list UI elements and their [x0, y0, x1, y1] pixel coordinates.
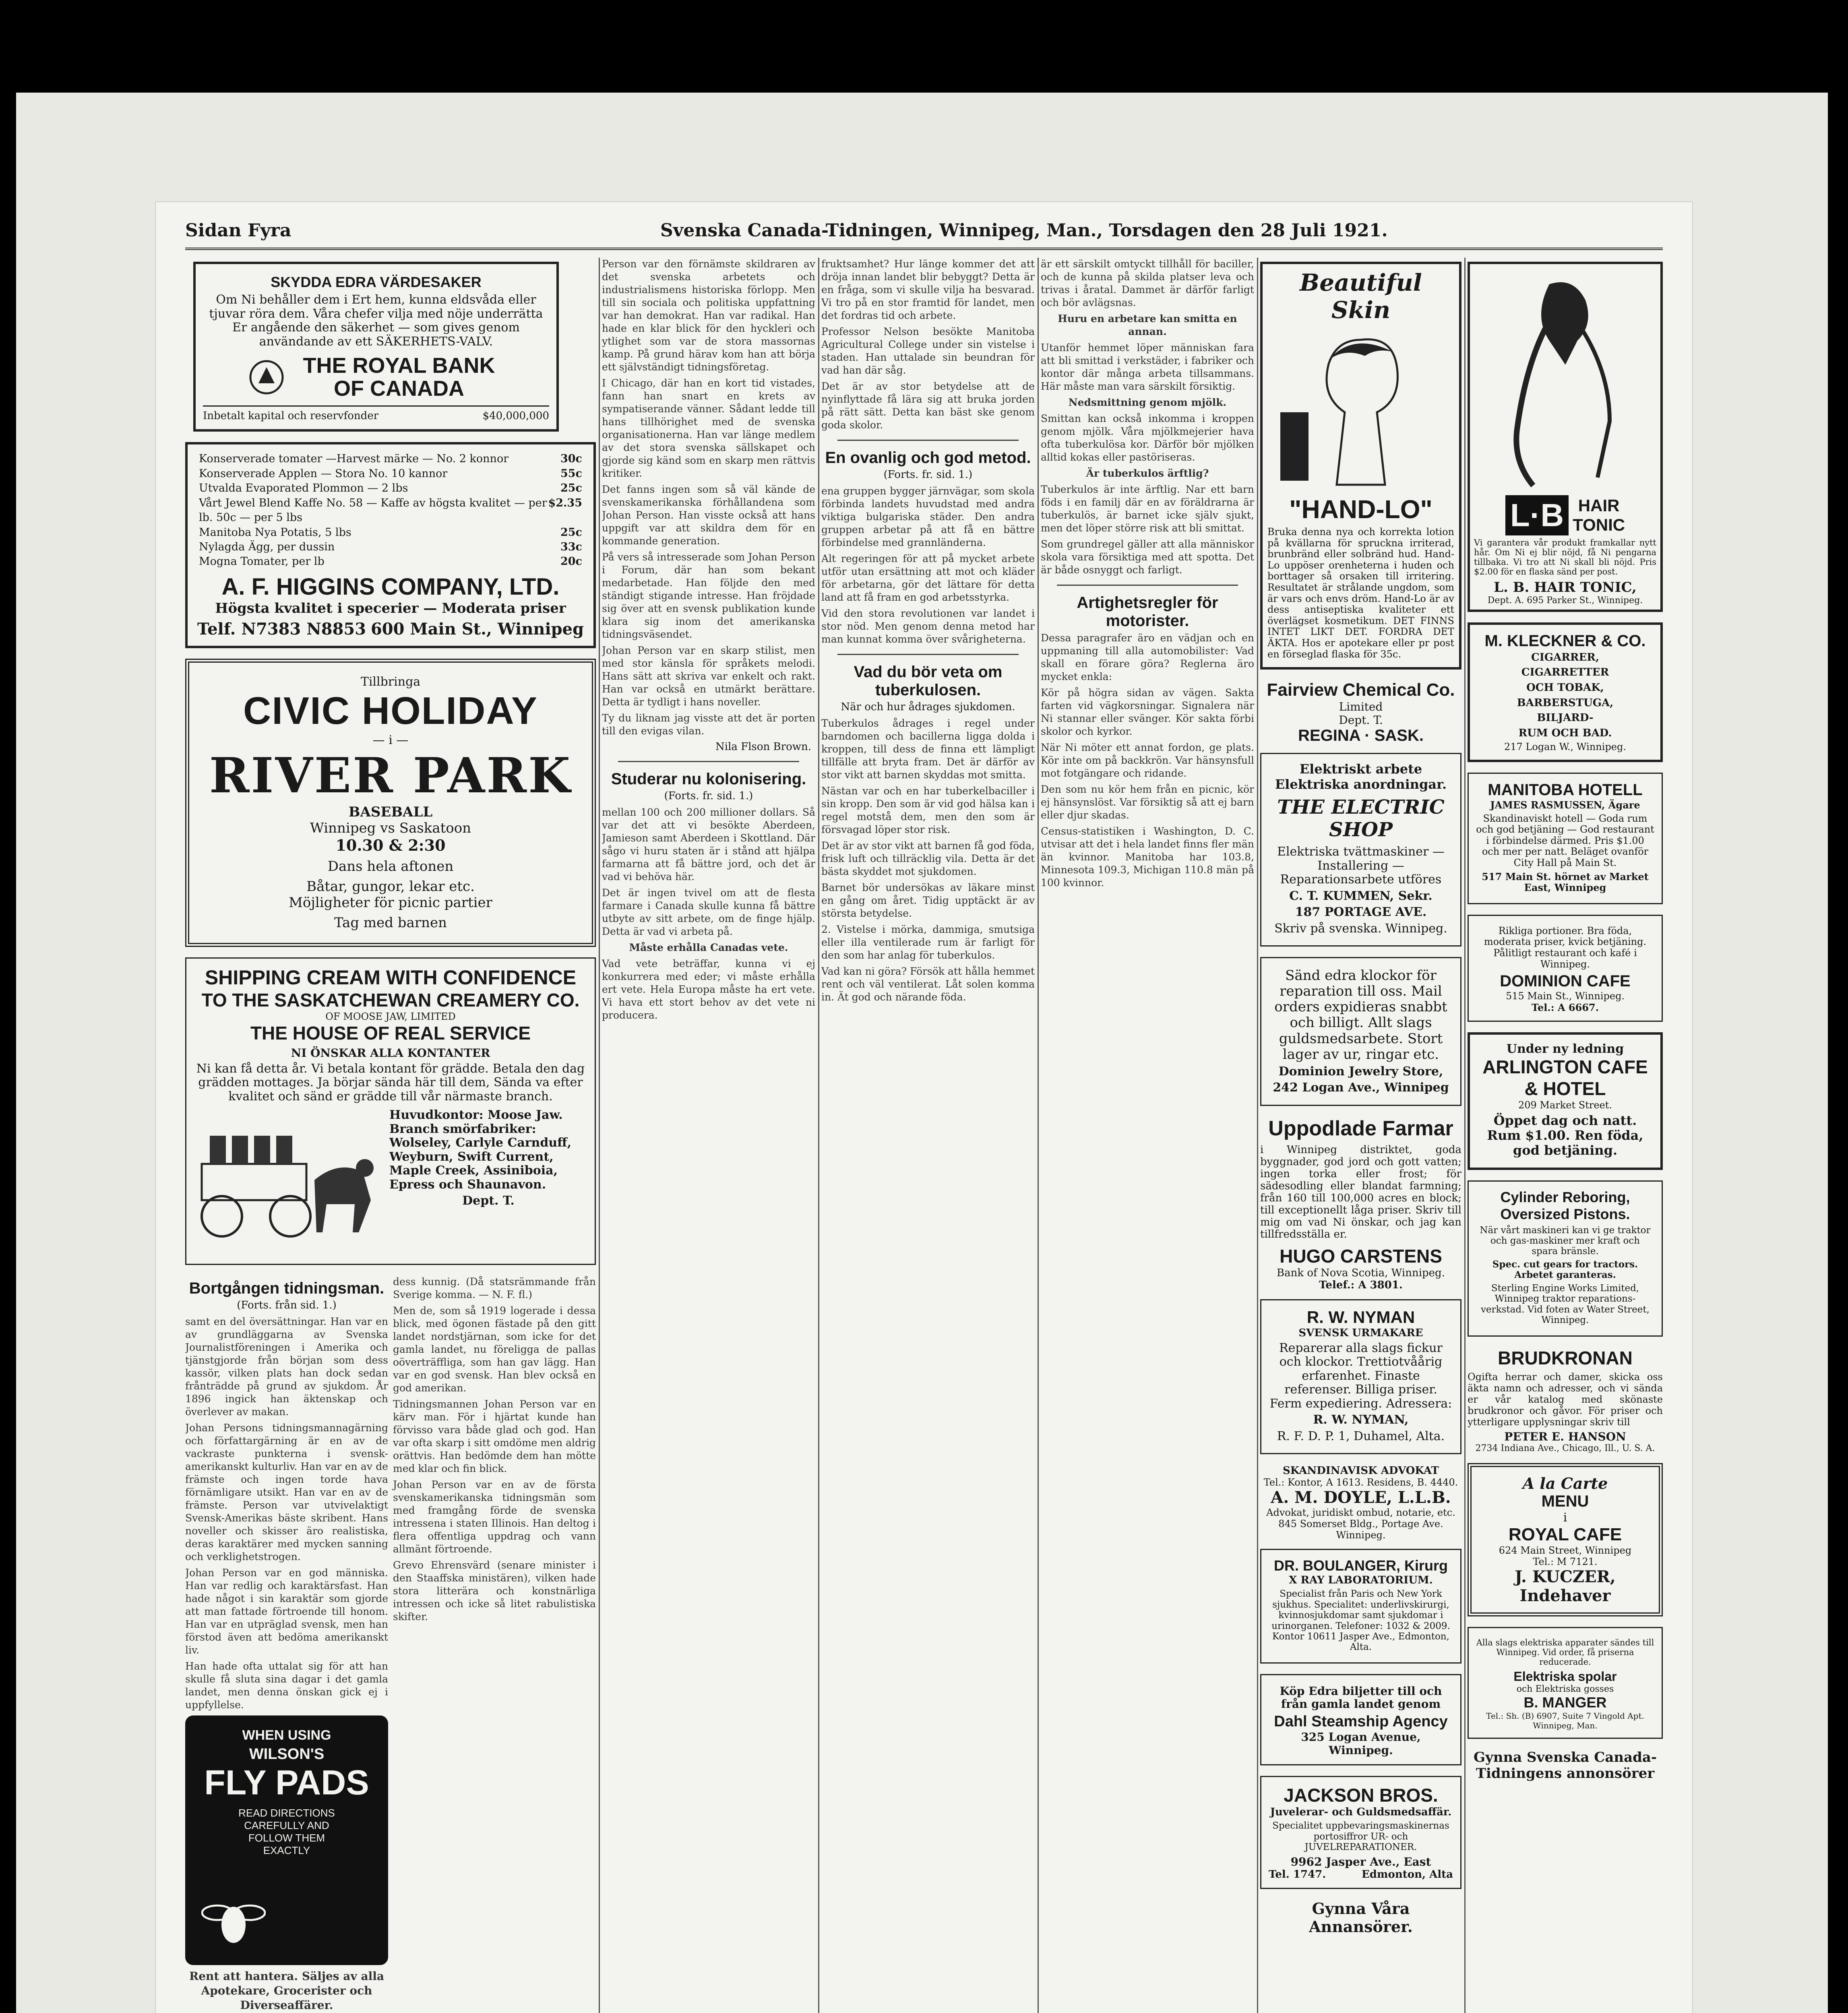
higgins-item-price: 30c [560, 453, 582, 465]
separator [618, 761, 799, 762]
column-rule [1464, 258, 1466, 2013]
cylinder-firm: Sterling Engine Works Limited, Winnipeg traktor reparations-verkstad. Vid foten av Water Street, Winnipeg. [1481, 1283, 1650, 1326]
creamery-offices: Huvudkontor: Moose Jaw. Branch smörfabriker: Wolseley, Carlyle Carnduff, Weyburn, Swift Current, Maple Creek, Assiniboia, Epress och Shaunavon. [389, 1108, 572, 1192]
flypads-ad [185, 1715, 388, 1965]
higgins-item-price: 25c [560, 526, 582, 539]
col5-p4: Nedsmittning genom mjölk. [1068, 397, 1227, 408]
jewelry-body: Sänd edra klockor för reparation till oss. Mail orders expidieras snabbt och billigt. Allt slags guldsmedsarbete. Stort lager av ur, ringar etc. [1274, 967, 1447, 1062]
separator [1057, 585, 1238, 586]
higgins-item-name: Konserverade Applen — Stora No. 10 kannor [199, 467, 448, 480]
royal-bank-capital-label: Inbetalt kapital och reservfonder [203, 410, 379, 422]
hair-tonic-name: L. B. HAIR TONIC, [1494, 579, 1637, 595]
tuberkulos-p5: 2. Vistelse i mörka, dammiga, smutsiga eller illa ventilerade rum är farligt för den som har anlag för tuberkulos. [821, 924, 1035, 961]
tuberkulos-p1: Tuberkulos ådrages i regel under barndomen och bacillerna ligga dolda i kroppen, till dess de finna ett lämpligt tillfälle att bryta fram. Det är därför av stor vikt att barnen skyddas mot smitta. [821, 717, 1035, 781]
manger-intro: Alla slags elektriska apparater sändes till Winnipeg. Vid order, få priserna reducerade. [1476, 1637, 1654, 1667]
beautiful-headline: Beautiful Skin [1300, 269, 1422, 324]
hair-tonic-tonic: TONIC [1573, 515, 1625, 534]
royal-cafe-owner: J. KUCZER, Indehaver [1515, 1567, 1616, 1605]
fairview-city: REGINA · SASK. [1298, 727, 1424, 745]
arlington-name: ARLINGTON CAFE & HOTEL [1482, 1056, 1648, 1100]
hair-tonic-address: Dept. A. 695 Parker St., Winnipeg. [1487, 595, 1643, 606]
hand-lo-product: "HAND-LO" [1289, 495, 1433, 524]
flypads-caption: Rent att hantera. Säljes av alla Apotekare, Grocerister och Diverseaffärer. [189, 1970, 384, 2012]
woman-illustration [1272, 324, 1449, 493]
royal-cafe-name: ROYAL CAFE [1508, 1524, 1622, 1544]
civic-teams: Winnipeg vs Saskatoon [310, 820, 471, 836]
higgins-price-row [199, 540, 582, 554]
fly-icon [201, 1893, 266, 1949]
flypads-brand: WILSON'S [249, 1746, 325, 1763]
electric-shop-ad [1260, 753, 1461, 947]
fairview-dept: Dept. T. [1339, 713, 1383, 727]
higgins-phones: Telf. N7383 N8853 [197, 619, 366, 639]
newspaper-page [155, 201, 1693, 2013]
nyman-address: R. F. D. P. 1, Duhamel, Alta. [1277, 1429, 1445, 1443]
dominion-cafe-address: 515 Main St., Winnipeg. [1505, 990, 1625, 1002]
carstens-name: HUGO CARSTENS [1280, 1245, 1442, 1267]
dominion-cafe-body: Rikliga portioner. Bra föda, moderata priser, kvick betjäning. Pålitligt restaurant och kafé i Winnipeg. [1484, 925, 1647, 970]
column-rule [599, 258, 600, 2013]
kleckner-name: M. KLECKNER & CO. [1484, 632, 1646, 650]
hair-tonic-hair: HAIR [1578, 496, 1620, 515]
manger-ad [1468, 1627, 1663, 1739]
civic-boats: Båtar, gungor, lekar etc. [306, 878, 475, 895]
hand-lo-body: Bruka denna nya och korrekta lotion på kvällarna för spruckna irriterad, brunbränd eller solbränd hud. Hand-Lo uppöser orenheterna i huden och borttager så orsaken till irritering. Resultatet är strålande ungdom, som är vars och envs dröm. Hand-Lo är av dess antiseptiska kvaliteter ett överlägset kosmetikum. DET FINNS INTET LIKT DET. FORDRA DET ÄKTA. Hos er apotekare eller pr post en förseglad flaska för 35c. [1267, 526, 1454, 660]
col3-p6: Ty du liknam jag visste att det är porten till den evigas vilan. [602, 712, 815, 737]
creamery-dept: Dept. T. [462, 1194, 515, 1208]
flypads-read: READ DIRECTIONS CAREFULLY AND FOLLOW THEM EXACTLY [238, 1807, 335, 1857]
hair-tonic-ad [1468, 262, 1663, 612]
paper-line: Svenska Canada-Tidningen, Winnipeg, Man., Torsdagen den 28 Juli 1921. [660, 220, 1388, 241]
col3-p2: I Chicago, där han en kort tid vistades, fann han snart en krets av sympatiserande vänner. Sådant ledde till hans tillhörighet med de svenska organisationerna. Han var länge medlem av det stora svenska sällskapet och gjorde sig känd som en skarp men rättvis kritiker. [602, 377, 815, 479]
col5-p6: Är tuberkulos ärftlig? [1086, 467, 1209, 479]
jackson-name: JACKSON BROS. [1284, 1785, 1438, 1806]
column-6 [1468, 258, 1663, 2013]
hair-tonic-illustration [1477, 268, 1654, 494]
higgins-item-price: 20c [560, 555, 582, 568]
royal-cafe-i: i [1563, 1510, 1567, 1525]
dahl-ad [1260, 1674, 1461, 1765]
separator [837, 654, 1019, 655]
higgins-address: 600 Main St., Winnipeg [370, 619, 584, 639]
higgins-price-row [199, 525, 582, 540]
dairy-wagon-illustration [194, 1112, 383, 1257]
civic-kids: Tag med barnen [334, 914, 447, 931]
jackson-body: Specialitet uppbevaringsmaskinernas portosiffror UR- och JUVELREPARATIONER. [1272, 1821, 1449, 1853]
higgins-item-price: 33c [560, 541, 582, 553]
column-4 [1041, 258, 1254, 2013]
bortgangen-p2: Johan Persons tidningsmannagärning och författargärning är en av de vackraste punkterna i svensk-amerikanskt kulturliv. Han var en av de främste och ingen torde hava förnämligare utsikt. Han var en av de främste. Person var utvivelaktigt Svensk-Amerikas bäste skribent. Hans noveller och skisser äro realistiska, deras karaktärer med mycken sanning och verklighetstrogen. [185, 1422, 388, 1563]
brudkronan-name: PETER E. HANSON [1504, 1430, 1626, 1443]
doyle-body: Advokat, juridiskt ombud, notarie, etc. [1266, 1507, 1455, 1519]
farmar-body: i Winnipeg distriktet, goda byggnader, god jord och gott vatten; ingen torka eller frost; för sädesodling eller blandat farmning; från 160 till 100,000 acres en block; till exceptionellt låga priser. Skriv till mig om vad Ni önskar, och jag kan tillfredsställa er. [1260, 1143, 1461, 1240]
civic-place: RIVER PARK [209, 747, 572, 804]
arlington-body: Öppet dag och natt. Rum $1.00. Ren föda, god betjäning. [1487, 1113, 1643, 1158]
kolonisering-p1: mellan 100 och 200 millioner dollars. Så var det att vi besökte Aberdeen, Jamieson samt Aberdeen i Skottland. Där sågo vi huru staten är i stånd att hjälpa farmarna att få bättre jord, och det är vad vi behöva här. [602, 806, 815, 882]
cylinder-title: Cylinder Reboring, Oversized Pistons. [1500, 1188, 1630, 1222]
fairview-ad [1260, 680, 1461, 745]
motor-p4: Den som nu kör hem från en picnic, kör ej hänsynslöst. Var försiktig så att ej barn eller djur skadas. [1041, 783, 1254, 821]
column-5 [1260, 258, 1461, 2013]
kleckner-line: CIGARRETTER [1521, 666, 1609, 679]
col4-p3: Det är av stor betydelse att de nyinflyttade få lära sig att bruka jorden på rätt sätt. Detta kan bäst ske genom goda skolor. [821, 380, 1035, 431]
kleckner-line: CIGARRER, [1531, 651, 1599, 663]
higgins-item-name: Utvalda Evaporated Plommon — 2 lbs [199, 482, 408, 495]
royal-bank-headline: SKYDDA EDRA VÄRDESAKER [271, 274, 482, 290]
creamery-headline: SHIPPING CREAM WITH CONFIDENCE [205, 966, 577, 989]
creamery-of: OF MOOSE JAW, LIMITED [325, 1011, 456, 1022]
electric-owner: C. T. KUMMEN, Sekr. [1289, 889, 1433, 903]
col3-p4: På vers så intresserade som Johan Person i Forum, där han som bekant medarbetade. Han följde den med ständigt stigande intresse. Han fröjdade sig över att en svensk publikation kunde klara sig inom det amerikanska tidningsväsendet. [602, 551, 815, 640]
bortgangen-p3: Johan Person var en god människa. Han var redlig och karaktärsfast. Han hade något i sin karaktär som gjorde att man fattade förtroende till honom. Han var en utpräglad svensk, men han förstod även att bedöma amerikanskt liv. [185, 1567, 388, 1656]
bortgangen-p1: samt en del översättningar. Han var en av grundläggarna av Svenska Journalistföreningen i Amerika och tjänstgjorde från början som dess kassör, vilken plats han dock sedan frånträdde på grund av sjukdom. År 1896 ingick han äktenskap och överlever av makan. [185, 1316, 388, 1418]
electric-line2: Elektriska anordningar. [1275, 777, 1447, 792]
crest-icon [248, 359, 285, 395]
arlington-under: Under ny ledning [1506, 1042, 1624, 1056]
doyle-address: 845 Somerset Bldg., Portage Ave. Winnipeg. [1278, 1518, 1443, 1541]
boulanger-lab: X RAY LABORATORIUM. [1289, 1574, 1433, 1587]
kleckner-ad [1468, 622, 1663, 762]
higgins-price-row [199, 481, 582, 496]
royal-bank-ad [193, 262, 559, 432]
higgins-company: A. F. HIGGINS COMPANY, LTD. [221, 573, 560, 600]
royal-cafe-ad [1468, 1463, 1663, 1616]
ovanlig-p1: ena gruppen bygger järnvägar, som skola förbinda landets huvudstad med andra viktiga bulgariska städer. Den andra gruppen arbetar på att få en bättre förbindelse med grannländerna. [821, 485, 1035, 548]
civic-i: — i — [372, 733, 409, 747]
higgins-item-name: Manitoba Nya Potatis, 5 lbs [199, 526, 351, 539]
hotell-address: 517 Main St. hörnet av Market East, Winnipeg [1482, 870, 1649, 894]
col3-p5: Johan Person var en skarp stilist, men med stor känsla för språkets melodi. Hans sätt att skriva var enkelt och rakt. Han var också en utmärkt berättare. Detta är tydligt i hans noveller. [602, 645, 815, 708]
tuberkulos-p2: Nästan var och en har tuberkelbaciller i sin kropp. Den som är vid god hälsa kan i regel motstå dem, men den som är försvagad löper stor risk. [821, 785, 1035, 835]
doyle-name: A. M. DOYLE, L.L.B. [1271, 1488, 1451, 1507]
doyle-ad [1260, 1465, 1461, 1541]
brudkronan-title: BRUDKRONAN [1498, 1347, 1633, 1368]
ovanlig-title: En ovanlig och god metod. [825, 449, 1031, 467]
ovanlig-p2: Alt regeringen för att på mycket arbete utför utan ersättning att mot och kläder för arbetarna, gör det lättare för detta land att få fram en god arbetsstyrka. [821, 553, 1035, 603]
electric-list: Elektriska tvättmaskiner — Installering — Reparationsarbete utföres [1277, 845, 1445, 887]
doyle-tel: Tel.: Kontor, A 1613. Residens, B. 4440. [1263, 1477, 1458, 1488]
col5-p1: är ett särskilt omtyckt tillhåll för baciller, och de kunna på skilda platser leva och trivas i åratal. Dammet är därför farligt och bör avlägsnas. [1041, 258, 1254, 308]
dahl-name: Dahl Steamship Agency [1274, 1713, 1448, 1730]
kleckner-line: RUM OCH BAD. [1518, 727, 1612, 739]
civic-holiday-ad [185, 659, 596, 947]
civic-picnic: Möjligheter för picnic partier [289, 894, 492, 911]
brudkronan-ad [1468, 1347, 1663, 1453]
hair-tonic-lb: L·B [1505, 495, 1569, 535]
jackson-ad [1260, 1776, 1461, 1889]
creamery-cash: NI ÖNSKAR ALLA KONTANTER [291, 1046, 490, 1060]
tuberkulos-p6: Vad kan ni göra? Försök att hålla hemmet rent och väl ventilerat. Låt solen komma in. Ät god och närande föda. [821, 965, 1035, 1003]
royal-cafe-line1: A la Carte [1522, 1474, 1608, 1492]
manger-sub: och Elektriska gosses [1516, 1684, 1614, 1694]
kleckner-line: BARBERSTUGA, [1517, 696, 1614, 709]
column-2 [602, 258, 815, 2013]
civic-tillbringa: Tillbringa [360, 674, 421, 689]
dahl-body: Köp Edra biljetter till och från gamla landet genom [1280, 1684, 1442, 1711]
kolonisering-p4: Vad vete beträffar, kunna vi ej konkurrera med eder; vi måste erhålla ert vete. Hela Europa måste ha ert vete. Vi hava ett stort behov av det vete ni producera. [602, 958, 815, 1021]
higgins-ad [185, 442, 596, 648]
motor-p2: Kör på högra sidan av vägen. Sakta farten vid vägkorsningar. Signalera när Ni stannar eller svänger. Kör sakta förbi skolor och kyrkor. [1041, 687, 1254, 737]
manitoba-hotell-ad [1468, 773, 1663, 904]
col5-p5: Smittan kan också inkomma i kroppen genom mjölk. Våra mjölkmejerier hava ofta tuberkulösa kor. Därför bör mjölken alltid kokas eller pastöriseras. [1041, 413, 1254, 463]
ovanlig-sub: (Forts. fr. sid. 1.) [883, 469, 973, 481]
tuberkulos-title: Vad du bör veta om tuberkulosen. [854, 663, 1003, 699]
bortgangen-section [185, 1275, 596, 2013]
kleckner-lines [1477, 650, 1653, 741]
carstens-bank: Bank of Nova Scotia, Winnipeg. [1277, 1267, 1445, 1279]
flypads-name: FLY PADS [204, 1763, 369, 1802]
arlington-address: 209 Market Street. [1518, 1100, 1612, 1111]
col3-p1: Person var den förnämste skildraren av det svenska arbetets och industrialismens historiska förlopp. Men till sin sociala och politiska uppfattning var han demokrat. Han var radikal. Han hade en klar blick för den hyckleri och ytlighet som var de stora massornas kamp. På grund härav kom han att börja ett självständigt tidningsföretag. [602, 258, 815, 373]
cylinder-spec: Spec. cut gears for tractors. Arbetet garanteras. [1492, 1259, 1638, 1281]
dominion-cafe-ad [1468, 915, 1663, 1022]
electric-address: 187 PORTAGE AVE. [1295, 905, 1427, 920]
col5-p3: Utanför hemmet löper människan fara att bli smittad i verkstäder, i fabriker och kontor där många arbeta tillsammans. Här måste man vara särskilt försiktig. [1041, 342, 1254, 392]
motor-p3: När Ni möter ett annat fordon, ge plats. Kör inte om på backkrön. Var hänsynsfull mot fotgängare och ridande. [1041, 742, 1254, 779]
nyman-ad [1260, 1299, 1461, 1455]
cylinder-ad [1468, 1180, 1663, 1337]
farmar-ad [1260, 1116, 1461, 1291]
page-label: Sidan Fyra [185, 220, 291, 241]
creamery-body: Ni kan få detta år. Vi betala kontant för grädde. Betala den dag grädden mottages. Ja börjar sända här till dem, Sända va efter kvalitet och sänd er grädde till vår närmaste branch. [196, 1061, 585, 1104]
higgins-item-price: $2.35 [548, 496, 582, 509]
kolonisering-title: Studerar nu kolonisering. [611, 770, 806, 788]
bortgangen-c2-p4: Johan Person var en av de första svenskamerikanska tidningsmän som med framgång förde de svenska intressena i staten Illinois. Han deltog i flera offentliga uppdrag och vann allmänt förtroende. [393, 1479, 596, 1555]
higgins-price-row [199, 554, 582, 569]
kleckner-line: BILJARD- [1537, 712, 1594, 724]
electric-brand: THE ELECTRIC SHOP [1277, 796, 1445, 841]
bortgangen-sub: (Forts. från sid. 1.) [237, 1299, 337, 1312]
jackson-sub: Juvelerar- och Guldsmedsaffär. [1270, 1806, 1452, 1819]
kolonisering-sub: (Forts. fr. sid. 1.) [664, 790, 753, 802]
col4-p2: Professor Nelson besökte Manitoba Agricultural College under sin vistelse i staden. Han uttalade sin beundran för vad han där såg. [821, 326, 1035, 376]
bortgangen-article [185, 1275, 388, 2013]
civic-title: CIVIC HOLIDAY [243, 689, 538, 732]
boulanger-name: DR. BOULANGER, Kirurg [1274, 1557, 1448, 1574]
higgins-item-name: Konserverade tomater —Harvest märke — No. 2 konnor [199, 453, 509, 465]
civic-dance: Dans hela aftonen [327, 858, 454, 874]
dominion-cafe-tel: Tel.: A 6667. [1531, 1002, 1599, 1014]
kolonisering-p2: Det är ingen tvivel om att de flesta farmare i Canada skulle kunna få bättre utbyte av sitt arbete, om de finge hjälp. Detta är vad vi arbeta på. [602, 887, 815, 937]
royal-bank-body: Om Ni behåller dem i Ert hem, kunna eldsvåda eller tjuvar röra dem. Våra chefer vilja med nöje underrätta Er angående den säkerhet — som gives genom användande av ett SÄKERHETS-VALV. [209, 293, 543, 349]
civic-event: BASEBALL [348, 804, 433, 820]
higgins-price-row [199, 452, 582, 466]
jackson-tel: Tel. 1747. [1269, 1868, 1326, 1881]
manger-title: Elektriska spolar [1513, 1669, 1617, 1684]
boulanger-body: Specialist från Paris och New York sjukhus. Specialitet: underlivskirurgi, kvinnosjukdomar samt sjukdomar i urinorganen. Telefoner: 1032 & 2009. Kontor 10611 Jasper Ave., Edmonton, Alta. [1271, 1589, 1450, 1653]
manger-name: B. MANGER [1523, 1694, 1607, 1711]
bortgangen-c2-p5: Grevo Ehrensvärd (senare minister i den Staaffska ministären), vilken hade stora litterära och konstnärliga intressen och icke så litet rabulistiska skifter. [393, 1559, 596, 1623]
hotell-owner: JAMES RASMUSSEN, Ägare [1490, 799, 1640, 811]
col5-p2: Huru en arbetare kan smitta en annan. [1058, 313, 1237, 337]
cylinder-body: När vårt maskineri kan vi ge traktor och gas-maskiner mer kraft och spara bränsle. [1480, 1225, 1651, 1257]
higgins-item-name: Vårt Jewel Blend Kaffe No. 58 — Kaffe av högsta kvalitet — per lb. 50c — per 5 lbs [199, 496, 547, 524]
bortgangen-p4: Han hade ofta uttalat sig för att han skulle få sluta sina dagar i det gamla landet, men denna önskan gick ej i uppfyllelse. [185, 1660, 388, 1711]
electric-line1: Elektriskt arbete [1299, 761, 1422, 777]
royal-cafe-line2: MENU [1541, 1492, 1589, 1510]
royal-cafe-address: 624 Main Street, Winnipeg [1499, 1544, 1632, 1556]
tuberkulos-sub: När och hur ådrages sjukdomen. [841, 701, 1015, 713]
higgins-tagline: Högsta kvalitet i specerier — Moderata priser [215, 600, 566, 616]
gynna-annonsorer: Gynna Våra Annansörer. [1309, 1899, 1413, 1936]
ovanlig-p3: Vid den stora revolutionen var landet i stor nöd. Men genom denna metod har man kunnat komma över svårigheterna. [821, 608, 1035, 645]
brudkronan-address: 2734 Indiana Ave., Chicago, Ill., U. S. A. [1475, 1443, 1655, 1453]
col5-p7: Tuberkulos är inte ärftlig. Nar ett barn föds i en familj där en av föräldrarna är tuberkulös, är barnet icke själv sjukt, men det löper större risk att bli smittat. [1041, 484, 1254, 534]
electric-write: Skriv på svenska. Winnipeg. [1274, 921, 1447, 936]
flypads-when: WHEN USING [242, 1728, 331, 1743]
tuberkulos-p3: Det är av stor vikt att barnen få god föda, frisk luft och tillräcklig vila. Detta är det bästa skyddet mot sjukdomen. [821, 840, 1035, 877]
creamery-house: THE HOUSE OF REAL SERVICE [250, 1022, 531, 1044]
higgins-item-name: Nylagda Ägg, per dussin [199, 541, 335, 553]
separator [837, 440, 1019, 441]
civic-times: 10.30 & 2:30 [335, 836, 446, 854]
manger-tel: Tel.: Sh. (B) 6907, Suite 7 Vingold Apt. Winnipeg, Man. [1486, 1711, 1644, 1730]
jewelry-name: Dominion Jewelry Store, [1278, 1064, 1443, 1079]
motor-p5: Census-statistiken i Washington, D. C. utvisar att det i hela landet finns fler män än kvinnor. Manitoba har 103.8, Minnesota 109.3, Michigan 110.8 män på 100 kvinnor. [1041, 825, 1254, 889]
carstens-phone: Telef.: A 3801. [1319, 1279, 1403, 1291]
royal-bank-name: THE ROYAL BANK OF CANADA [303, 353, 495, 401]
creamery-to: TO THE SASKATCHEWAN CREAMERY CO. [201, 989, 580, 1011]
kolonisering-p3: Måste erhålla Canadas vete. [629, 942, 788, 953]
higgins-price-row [199, 496, 582, 525]
jewelry-ad [1260, 957, 1461, 1106]
column-1 [185, 258, 596, 2013]
column-3 [821, 258, 1035, 2013]
royal-cafe-tel: Tel.: M 7121. [1533, 1556, 1598, 1567]
jackson-address: 9962 Jasper Ave., East [1290, 1855, 1431, 1868]
nyman-sign: R. W. NYMAN, [1313, 1413, 1409, 1427]
nyman-title: SVENSK URMAKARE [1298, 1327, 1423, 1339]
hand-lo-ad [1260, 262, 1461, 670]
higgins-item-name: Mogna Tomater, per lb [199, 555, 325, 568]
bortgangen-c2-p1: dess kunnig. (Då statsrämmande från Sverige komma. — N. F. fl.) [393, 1276, 596, 1301]
arlington-ad [1468, 1032, 1663, 1170]
kleckner-address: 217 Logan W., Winnipeg. [1504, 741, 1626, 752]
dahl-address: 325 Logan Avenue, Winnipeg. [1301, 1730, 1421, 1757]
bortgangen-c2-p2: Men de, som så 1919 logerade i dessa blick, med ögonen fästade på den gitt landet nordstjärnan, som icke for det gamla landet, nu föreligga de pallas oöverträffliga, som han gav lägg. Han var en god svensk. Han blev också en god amerikan. [393, 1305, 596, 1394]
kleckner-line: OCH TOBAK, [1526, 681, 1604, 694]
col3-p3: Det fanns ingen som så väl kände de svenskamerikanska förhållandena som Johan Person. Han visste också att hans uppgift var att skildra dem för en kommande generation. [602, 484, 815, 547]
farmar-title: Uppodlade Farmar [1268, 1116, 1453, 1140]
higgins-item-price: 55c [560, 467, 582, 480]
royal-bank-capital-value: $40,000,000 [482, 410, 549, 422]
jewelry-address: 242 Logan Ave., Winnipeg [1273, 1081, 1449, 1095]
column-rule [1257, 258, 1258, 2013]
bortgangen-continued [393, 1275, 596, 2013]
hotell-name: MANITOBA HOTELL [1488, 781, 1643, 799]
boulanger-ad [1260, 1549, 1461, 1664]
brudkronan-body: Ogifta herrar och damer, skicka oss äkta namn och adresser, och vi sända er vår katalog med skönaste brudkronor och gåvor. För priser och ytterligare upplysningar skriv till [1468, 1371, 1663, 1428]
hair-tonic-body: Vi garantera vår produkt framkallar nytt hår. Om Ni ej blir nöjd, få Ni pengarna tillbaka. Vi tro att Ni skall bli nöjd. Pris $2.00 för en flaska sänd per post. [1474, 538, 1656, 577]
motor-title: Artighetsregler för motorister. [1077, 594, 1218, 630]
nyman-name: R. W. NYMAN [1306, 1307, 1415, 1327]
hotell-body: Skandinaviskt hotell — Goda rum och god betjäning — God restaurant i förbindelse därmed. Pris $1.00 och mer per natt. Beläget ovanför City Hall på Main St. [1476, 812, 1654, 869]
jackson-city: Edmonton, Alta [1361, 1868, 1453, 1881]
bortgangen-c2-p3: Tidningsmannen Johan Person var en kärv man. För i hjärtat kunde han förvisso vara både glad och god. Han var ofta skarp i sitt omdöme men aldrig orättvis. Han bedömde dem han mötte med klar och fin blick. [393, 1398, 596, 1475]
tuberkulos-p4: Barnet bör undersökas av läkare minst en gång om året. Tidig upptäckt är av största betydelse. [821, 882, 1035, 919]
fairview-limited: Limited [1339, 700, 1383, 714]
higgins-item-price: 25c [560, 482, 582, 495]
motor-p1: Dessa paragrafer äro en vädjan och en uppmaning till alla automobilister: Vad skall en förare göra? Reglerna äro mycket enkla: [1041, 632, 1254, 682]
col5-p8: Som grundregel gäller att alla människor skola vara försiktiga med att spotta. Det är både osnyggt och farligt. [1041, 538, 1254, 576]
column-rule [1038, 258, 1039, 2013]
nyman-body: Reparerar alla slags fickur och klockor. Trettiotvåårig erfarenhet. Finaste referenser. Billiga priser. Ferm expediering. Adressera: [1269, 1341, 1452, 1411]
col4-p1: fruktsamhet? Hur länge kommer det att dröja innan landet blir bebyggt? Detta är en fråga, som vi skulle vilja ha besvarad. Vi tro på en stor framtid för landet, men det fordras tid och arbete. [821, 258, 1035, 321]
col3-signature: Nila Flson Brown. [715, 741, 811, 753]
bortgangen-title: Bortgången tidningsman. [189, 1279, 384, 1298]
doyle-header: SKANDINAVISK ADVOKAT [1282, 1465, 1439, 1477]
gynna-svenska: Gynna Svenska Canada-Tidningens annonsörer [1473, 1749, 1657, 1782]
dominion-cafe-name: DOMINION CAFE [1500, 972, 1631, 990]
higgins-price-row [199, 467, 582, 481]
creamery-ad [185, 957, 596, 1265]
fairview-name: Fairview Chemical Co. [1267, 680, 1455, 700]
higgins-price-list [195, 452, 586, 569]
column-rule [818, 258, 819, 2013]
masthead [185, 215, 1663, 250]
